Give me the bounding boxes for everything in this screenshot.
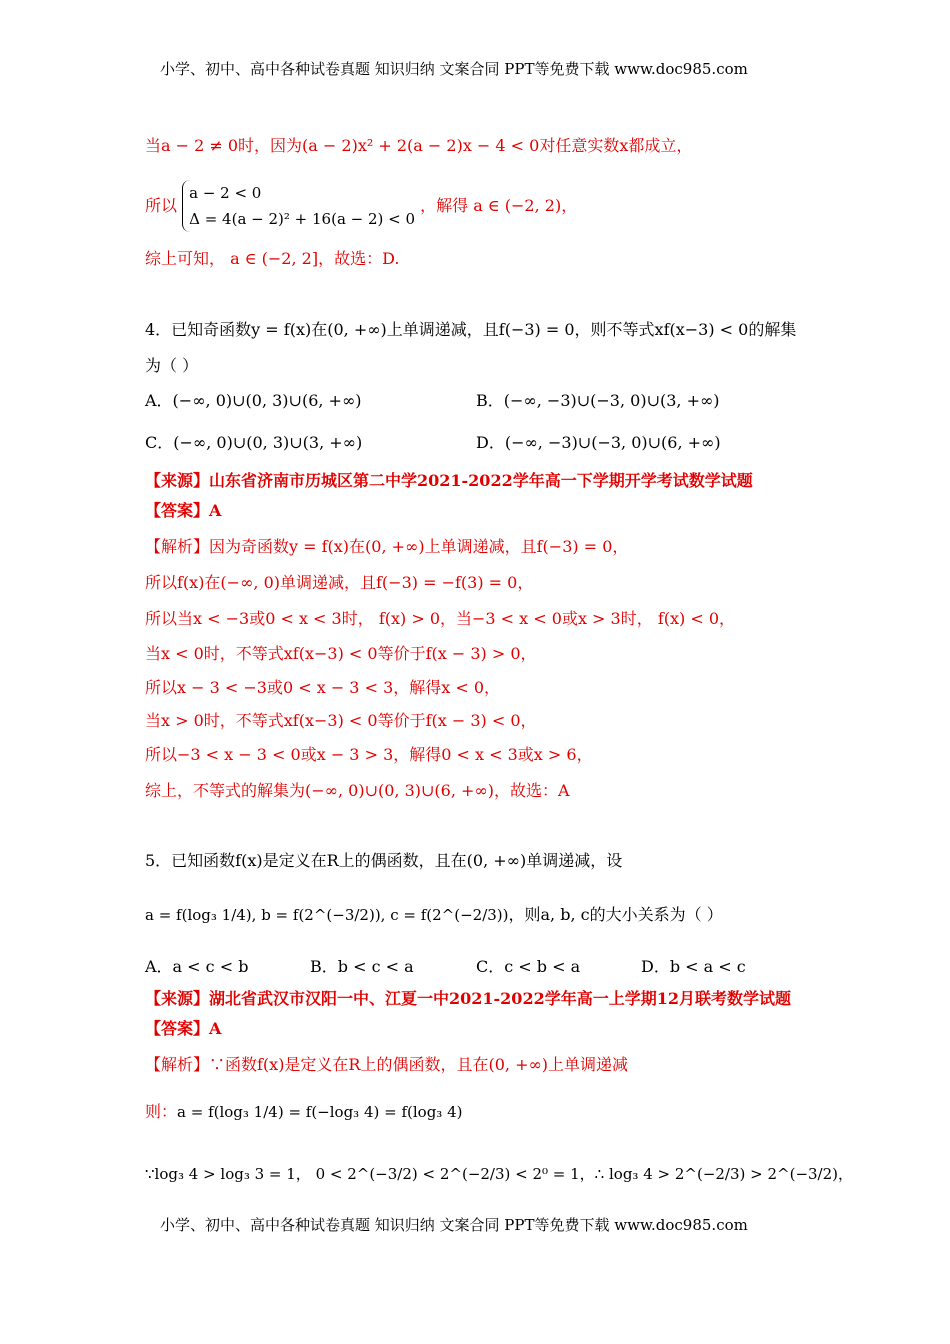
- prev-solution-line1: 当a − 2 ≠ 0时，因为(a − 2)x² + 2(a − 2)x − 4 < 0对任意实数x都成立，: [145, 136, 693, 155]
- page-footer: 小学、初中、高中各种试卷真题 知识归纳 文案合同 PPT等免费下载 www.doc985.com: [160, 1216, 748, 1234]
- q4-solution-4: 当x < 0时，不等式xf(x−3) < 0等价于f(x − 3) > 0，: [145, 644, 537, 663]
- prev-solution-prefix: 所以: [145, 196, 178, 215]
- q5-solution-2-math: a = f(log₃ 1/4) = f(−log₃ 4) = f(log₃ 4): [177, 1103, 463, 1121]
- q5-option-c: C．c < b < a: [476, 957, 581, 976]
- prev-solution-line3: 综上可知， a ∈ (−2, 2]，故选：D.: [145, 249, 400, 268]
- equation-system: [182, 180, 415, 232]
- q4-answer: 【答案】A: [145, 501, 222, 520]
- q5-option-b: B．b < c < a: [310, 957, 414, 976]
- q5-solution-2-prefix: 则：: [145, 1102, 178, 1121]
- q4-solution-8: 综上，不等式的解集为(−∞, 0)∪(0, 3)∪(6, +∞)，故选：A: [145, 781, 570, 800]
- q5-option-d: D．b < a < c: [641, 957, 746, 976]
- q5-solution-3: ∵log₃ 4 > log₃ 3 = 1， 0 < 2^(−3/2) < 2^(−2/3) < 2⁰ = 1，∴ log₃ 4 > 2^(−2/3) > 2^(−3/2)，: [145, 1165, 854, 1183]
- q4-solution-1: 【解析】因为奇函数y = f(x)在(0, +∞)上单调递减，且f(−3) = 0，: [145, 537, 629, 556]
- q5-source: 【来源】湖北省武汉市汉阳一中、江夏一中2021-2022学年高一上学期12月联考数学试题: [145, 989, 791, 1008]
- q5-solution-1: 【解析】∵函数f(x)是定义在R上的偶函数，且在(0, +∞)上单调递减: [145, 1055, 629, 1074]
- q5-definitions: a = f(log₃ 1/4), b = f(2^(−3/2)), c = f(2^(−2/3)): [145, 906, 509, 924]
- q5-stem-suffix: ，则a, b, c的大小关系为（ ）: [508, 905, 723, 924]
- q4-option-a: A．(−∞, 0)∪(0, 3)∪(6, +∞): [145, 391, 362, 410]
- system-bottom: Δ = 4(a − 2)² + 16(a − 2) < 0: [189, 210, 416, 228]
- q4-solution-2: 所以f(x)在(−∞, 0)单调递减，且f(−3) = −f(3) = 0，: [145, 573, 534, 592]
- q5-answer: 【答案】A: [145, 1019, 222, 1038]
- q5-stem-line1: 5．已知函数f(x)是定义在R上的偶函数，且在(0, +∞)单调递减，设: [145, 851, 623, 870]
- q5-option-a: A．a < c < b: [145, 957, 249, 976]
- q5-solution-2: [145, 1100, 462, 1124]
- q4-solution-5: 所以x − 3 < −3或0 < x − 3 < 3，解得x < 0，: [145, 678, 501, 697]
- q4-stem-line2: 为（ ）: [145, 356, 199, 375]
- q4-option-d: D．(−∞, −3)∪(−3, 0)∪(6, +∞): [476, 433, 721, 452]
- system-top: a − 2 < 0: [189, 184, 262, 202]
- q4-solution-7: 所以−3 < x − 3 < 0或x − 3 > 3，解得0 < x < 3或x > 6，: [145, 745, 593, 764]
- q4-option-c: C．(−∞, 0)∪(0, 3)∪(3, +∞): [145, 433, 363, 452]
- page-header: 小学、初中、高中各种试卷真题 知识归纳 文案合同 PPT等免费下载 www.doc985.com: [160, 60, 748, 78]
- prev-solution-suffix: ，解得 a ∈ (−2, 2)，: [420, 196, 578, 215]
- q5-stem-line2: [145, 903, 723, 927]
- q4-option-b: B．(−∞, −3)∪(−3, 0)∪(3, +∞): [476, 391, 720, 410]
- q4-source: 【来源】山东省济南市历城区第二中学2021-2022学年高一下学期开学考试数学试题: [145, 471, 753, 490]
- q4-solution-6: 当x > 0时，不等式xf(x−3) < 0等价于f(x − 3) < 0，: [145, 711, 537, 730]
- q4-solution-3: 所以当x < −3或0 < x < 3时， f(x) > 0，当−3 < x < 0或x > 3时， f(x) < 0，: [145, 609, 736, 628]
- prev-solution-line2: [145, 180, 577, 232]
- q4-stem-line1: 4．已知奇函数y = f(x)在(0, +∞)上单调递减，且f(−3) = 0，则不等式xf(x−3) < 0的解集: [145, 320, 797, 339]
